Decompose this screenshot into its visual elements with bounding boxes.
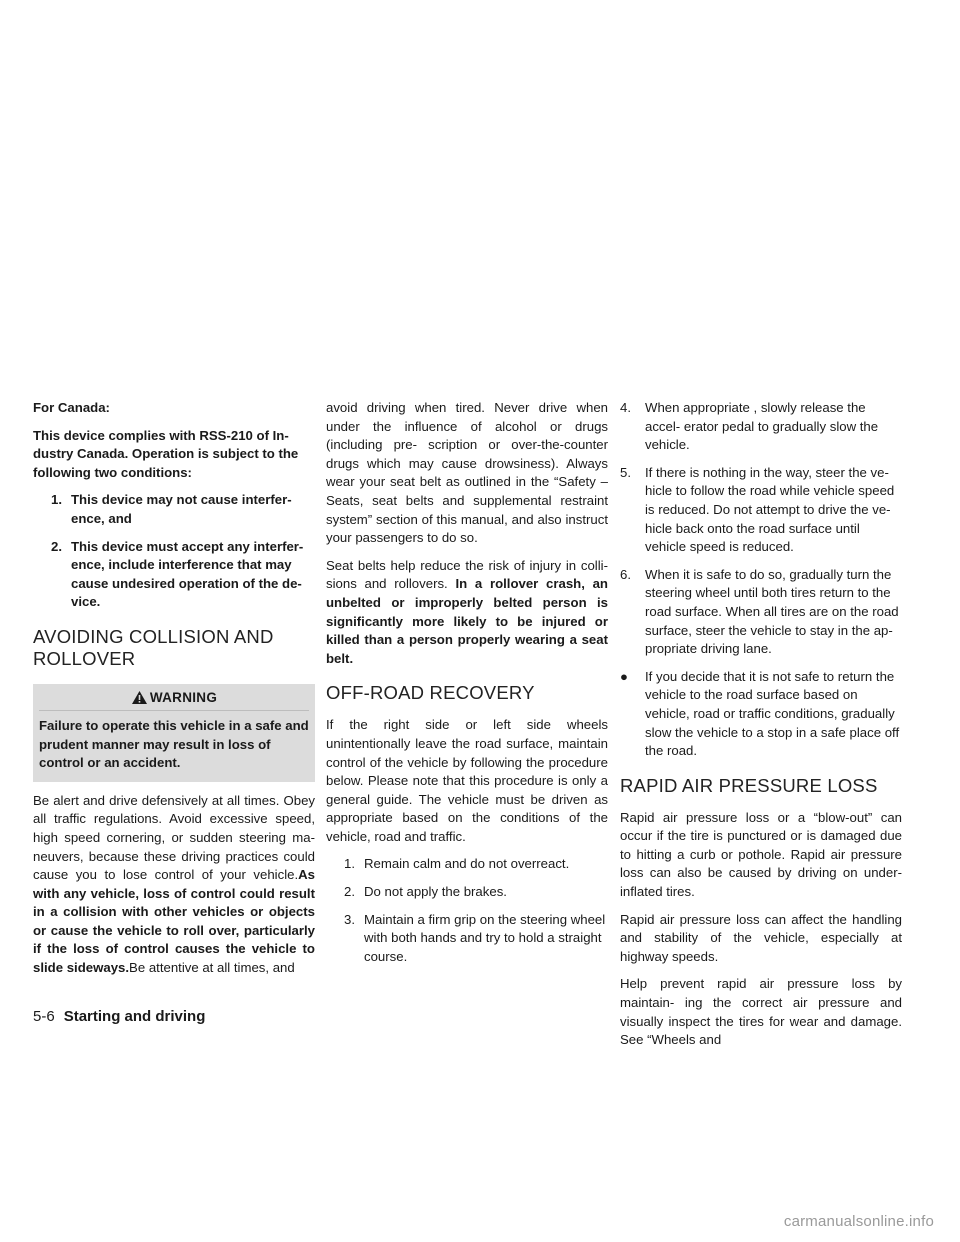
column-left — [33, 399, 315, 987]
list-item: 2. Do not apply the brakes. — [344, 884, 507, 900]
steps-list — [620, 399, 902, 761]
compliance-text: This device complies with RSS-210 of In- dustry Canada. Operation is subject to the following two conditions: — [33, 427, 299, 480]
list-item: 4. When appropriate , slowly release the accel- erator pedal to gradually slow the vehicle. — [620, 400, 879, 453]
list-text: This device may not cause interfer- ence, and — [71, 492, 292, 526]
paragraph: Help prevent rapid air pressure loss by maintain- ing the correct air pressure and visually inspect the tires for wear and damage. See “Wheels and — [620, 976, 902, 1048]
paragraph: Seat belts help reduce the risk of injury in colli- sions and rollovers. In a rollover crash, an unbelted or improperly belted person is significantly more likely to be injured or killed than a person properly wearing a seat belt. — [326, 557, 608, 666]
conditions-list — [33, 491, 315, 612]
warning-title: WARNING — [149, 689, 218, 705]
list-item: 1. Remain calm and do not overreact. — [344, 856, 570, 872]
page-number: 5-6 — [33, 1008, 55, 1025]
paragraph: Rapid air pressure loss can affect the handling and stability of the vehicle, especially at highway speeds. — [620, 911, 902, 964]
steps-list — [326, 855, 608, 966]
paragraph: If the right side or left side wheels unintentionally leave the road surface, maintain control of the vehicle by following the procedure below. Please note that this procedure is only a general guide. The vehicle must be driven as appropriate based on the conditions of the vehicle, road and traffic. — [326, 717, 608, 844]
warning-header — [39, 686, 309, 710]
paragraph: avoid driving when tired. Never drive when under the influence of alcohol or drugs (including pre- scription or over-the-counter drugs which may cause drowsiness). Always wear your seat belt as outlined in the “Safety – Seats, seat belts and supplemental restraint system” section of this manual, and also instruct your passengers to do so. — [326, 400, 608, 546]
list-item: 5. If there is nothing in the way, steer the ve- hicle to follow the road while vehicle speed is reduced. Do not attempt to drive the ve- hicle back onto the road surface until vehicle speed is reduced. — [620, 464, 895, 555]
list-item — [33, 538, 315, 612]
bullet-icon: ● — [620, 668, 628, 684]
watermark: carmanualsonline.info — [783, 1213, 934, 1230]
section-heading-collision: AVOIDING COLLISION AND ROLLOVER — [33, 625, 274, 669]
section-title: Starting and driving — [63, 1008, 206, 1025]
list-item — [33, 491, 315, 528]
paragraph: Be alert and drive defensively at all times. Obey all traffic regulations. Avoid excessive speed, high speed cornering, or sudden steering ma- neuvers, because these driving practices could cause you to lose control of your vehicle.As with any vehicle, loss of control could result in a collision with other vehicles or objects or cause the vehicle to roll over, particularly if the loss of control causes the vehicle to slide sideways.Be attentive at all times, and — [33, 792, 315, 976]
for-canada-label: For Canada: — [33, 400, 110, 415]
list-item: 3. Maintain a firm grip on the steering wheel with both hands and try to hold a straight course. — [344, 911, 606, 964]
page-footer — [33, 1008, 205, 1025]
warning-icon — [131, 690, 148, 705]
warning-box — [33, 684, 315, 782]
list-text: This device must accept any interfer- ence, include interference that may cause undesired operation of the de- vice. — [71, 538, 304, 610]
column-right — [620, 399, 902, 1059]
section-heading-offroad: OFF-ROAD RECOVERY — [326, 682, 535, 704]
list-number: 2. — [51, 538, 62, 554]
section-heading-air-pressure: RAPID AIR PRESSURE LOSS — [620, 774, 878, 796]
column-middle — [326, 399, 608, 975]
list-item: ● If you decide that it is not safe to return the vehicle to the road surface based on vehicle, road or traffic conditions, gradually slow the vehicle to a stop in a safe place off the road. — [620, 668, 900, 759]
warning-text: Failure to operate this vehicle in a safe and prudent manner may result in loss of control or an accident. — [39, 710, 309, 773]
paragraph: Rapid air pressure loss or a “blow-out” can occur if the tire is punctured or is damaged due to hitting a curb or pothole. Rapid air pressure loss can also be caused by driving on under-inflated tires. — [620, 809, 902, 900]
list-item: 6. When it is safe to do so, gradually turn the steering wheel until both tires return to the road surface. When all tires are on the road surface, steer the vehicle to stay in the ap- propriate driving lane. — [620, 566, 899, 657]
list-number: 1. — [51, 492, 62, 508]
